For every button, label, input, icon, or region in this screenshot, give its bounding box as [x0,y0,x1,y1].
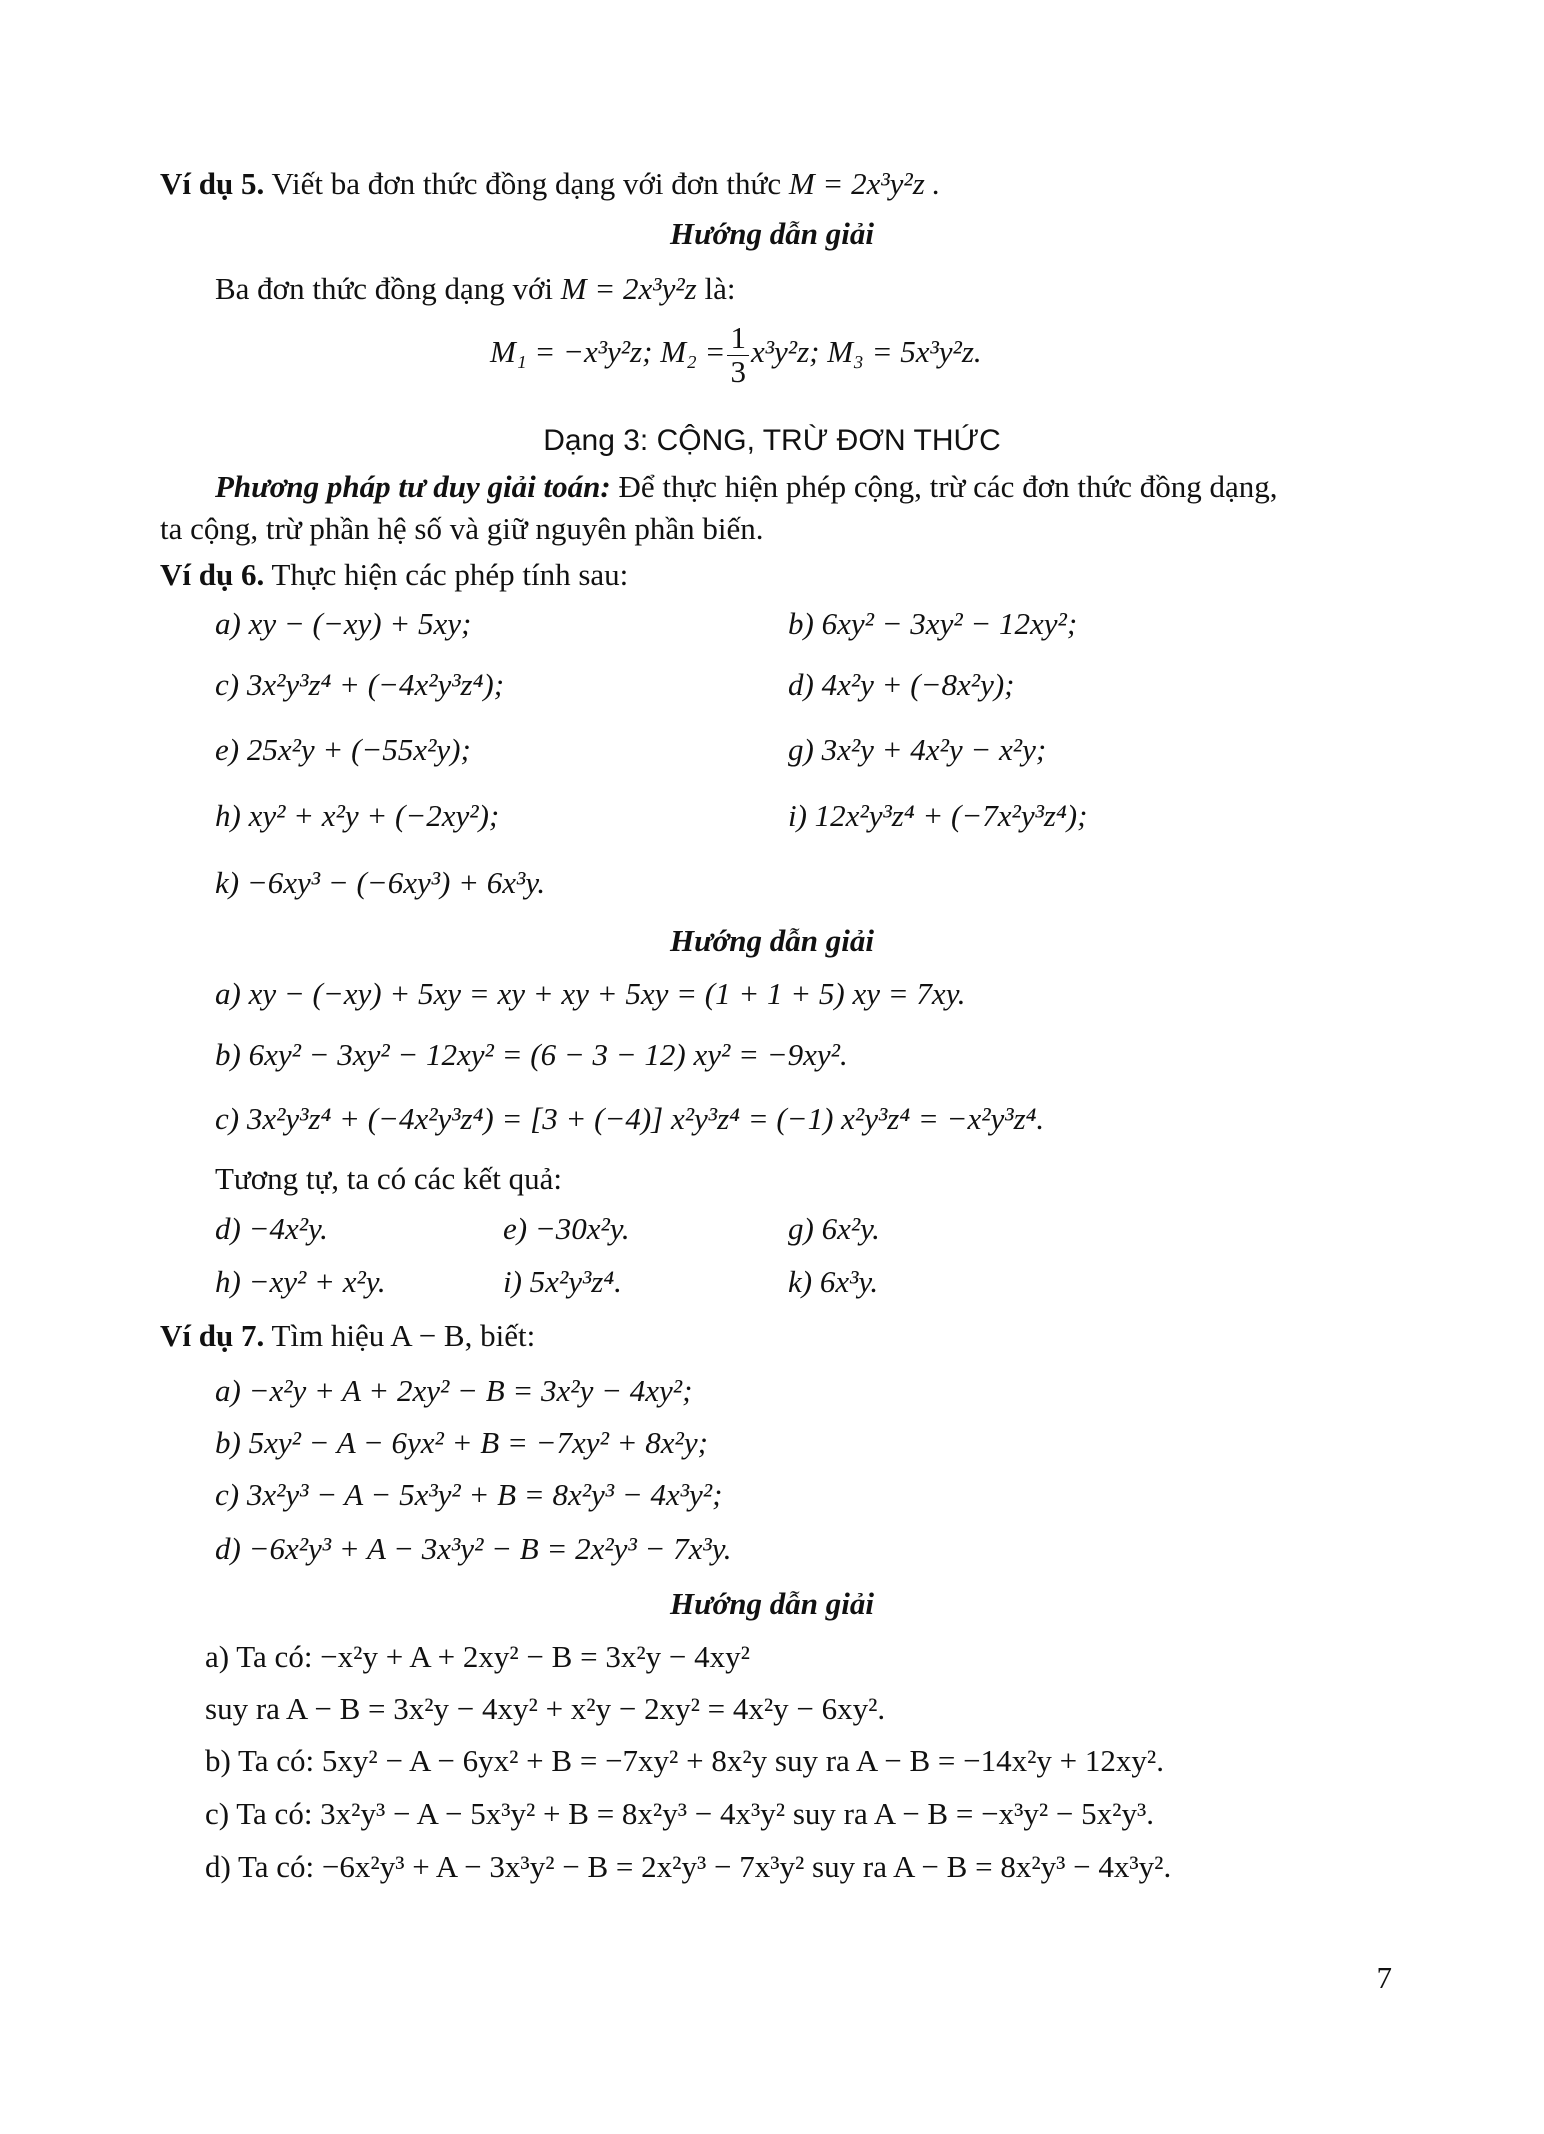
solution-intro-text: Ba đơn thức đồng dạng với [215,271,554,306]
example-5-monomials [490,322,982,388]
ex7-problem-a: a) −x²y + A + 2xy² − B = 3x²y − 4xy²; [215,1373,693,1408]
ex7-problem-d: d) −6x²y³ + A − 3x³y² − B = 2x²y³ − 7x³y. [215,1531,732,1566]
ex6-problem-c: c) 3x²y³z⁴ + (−4x²y³z⁴); [215,667,505,702]
ex7-problem-b: b) 5xy² − A − 6yx² + B = −7xy² + 8x²y; [215,1425,708,1460]
example-7-label: Ví dụ 7. [160,1318,265,1353]
ex6-result-e: e) −30x²y. [503,1211,630,1246]
fraction-numerator: 1 [727,322,749,356]
method-line-2: ta cộng, trừ phần hệ số và giữ nguyên phần biến. [160,511,764,546]
ex7-solution-c: c) Ta có: 3x²y³ − A − 5x³y² + B = 8x²y³ − 4x³y² suy ra A − B = −x³y² − 5x²y³. [205,1796,1154,1831]
example-5-solution-intro [215,270,735,307]
ex6-solution-b: b) 6xy² − 3xy² − 12xy² = (6 − 3 − 12) xy² = −9xy². [215,1037,848,1072]
ex6-problem-i: i) 12x²y³z⁴ + (−7x²y³z⁴); [788,798,1088,833]
ex6-result-d: d) −4x²y. [215,1211,328,1246]
monomial-m1: M₁ = −x³y²z; [490,334,653,370]
example-6-guide-heading: Hướng dẫn giải [669,923,875,958]
ex7-solution-a1: a) Ta có: −x²y + A + 2xy² − B = 3x²y − 4xy² [205,1639,750,1674]
page-number: 7 [1376,1960,1392,1995]
ex6-result-i: i) 5x²y³z⁴. [503,1264,622,1299]
section-3-title: Dạng 3: CỘNG, TRỪ ĐƠN THỨC [543,424,1001,457]
ex6-result-h: h) −xy² + x²y. [215,1264,386,1299]
example-7-statement [160,1317,535,1354]
example-5-label: Ví dụ 5. [160,166,265,201]
example-5-statement [160,165,940,202]
example-7-guide-heading: Hướng dẫn giải [669,1586,875,1621]
example-6-statement [160,556,628,593]
ex6-problem-g: g) 3x²y + 4x²y − x²y; [788,732,1047,767]
method-line-1 [215,468,1278,505]
monomial-m2-lhs: M₂ = [660,334,726,370]
ex6-similar-text: Tương tự, ta có các kết quả: [215,1161,562,1196]
fraction-denominator: 3 [730,353,746,389]
fraction-one-third [727,322,749,388]
ex7-problem-c: c) 3x²y³ − A − 5x³y² + B = 8x²y³ − 4x³y²; [215,1477,723,1512]
ex6-solution-c: c) 3x²y³z⁴ + (−4x²y³z⁴) = [3 + (−4)] x²y³z⁴ = (−1) x²y³z⁴ = −x²y³z⁴. [215,1101,1045,1136]
example-6-label: Ví dụ 6. [160,557,265,592]
ex7-solution-d: d) Ta có: −6x²y³ + A − 3x³y² − B = 2x²y³ − 7x³y² suy ra A − B = 8x²y³ − 4x³y². [205,1849,1172,1884]
example-7-text: Tìm hiệu A − B, biết: [271,1318,536,1353]
ex6-problem-k: k) −6xy³ − (−6xy³) + 6x³y. [215,865,546,900]
ex7-solution-a2: suy ra A − B = 3x²y − 4xy² + x²y − 2xy² = 4x²y − 6xy². [205,1691,886,1726]
method-text-1: Để thực hiện phép cộng, trừ các đơn thức đồng dạng, [618,469,1278,504]
monomial-m3: M₃ = 5x³y²z. [827,334,982,370]
ex6-result-k: k) 6x³y. [788,1264,879,1299]
example-6-text: Thực hiện các phép tính sau: [271,557,629,592]
ex6-problem-h: h) xy² + x²y + (−2xy²); [215,798,500,833]
method-label: Phương pháp tư duy giải toán: [215,469,611,504]
example-5-guide-heading: Hướng dẫn giải [669,216,875,251]
example-5-text: Viết ba đơn thức đồng dạng với đơn thức [271,166,782,201]
ex6-problem-a: a) xy − (−xy) + 5xy; [215,606,472,641]
ex6-problem-b: b) 6xy² − 3xy² − 12xy²; [788,606,1078,641]
ex6-problem-d: d) 4x²y + (−8x²y); [788,667,1015,702]
ex6-result-g: g) 6x²y. [788,1211,880,1246]
ex7-solution-b: b) Ta có: 5xy² − A − 6yx² + B = −7xy² + 8x²y suy ra A − B = −14x²y + 12xy². [205,1743,1164,1778]
solution-intro-tail: là: [704,271,736,306]
ex6-problem-e: e) 25x²y + (−55x²y); [215,732,471,767]
ex6-solution-a: a) xy − (−xy) + 5xy = xy + xy + 5xy = (1 + 1 + 5) xy = 7xy. [215,976,966,1011]
solution-intro-expr: M = 2x³y²z [560,271,697,306]
monomial-m2-rhs: x³y²z; [750,334,820,370]
example-5-expr: M = 2x³y²z . [788,166,941,201]
